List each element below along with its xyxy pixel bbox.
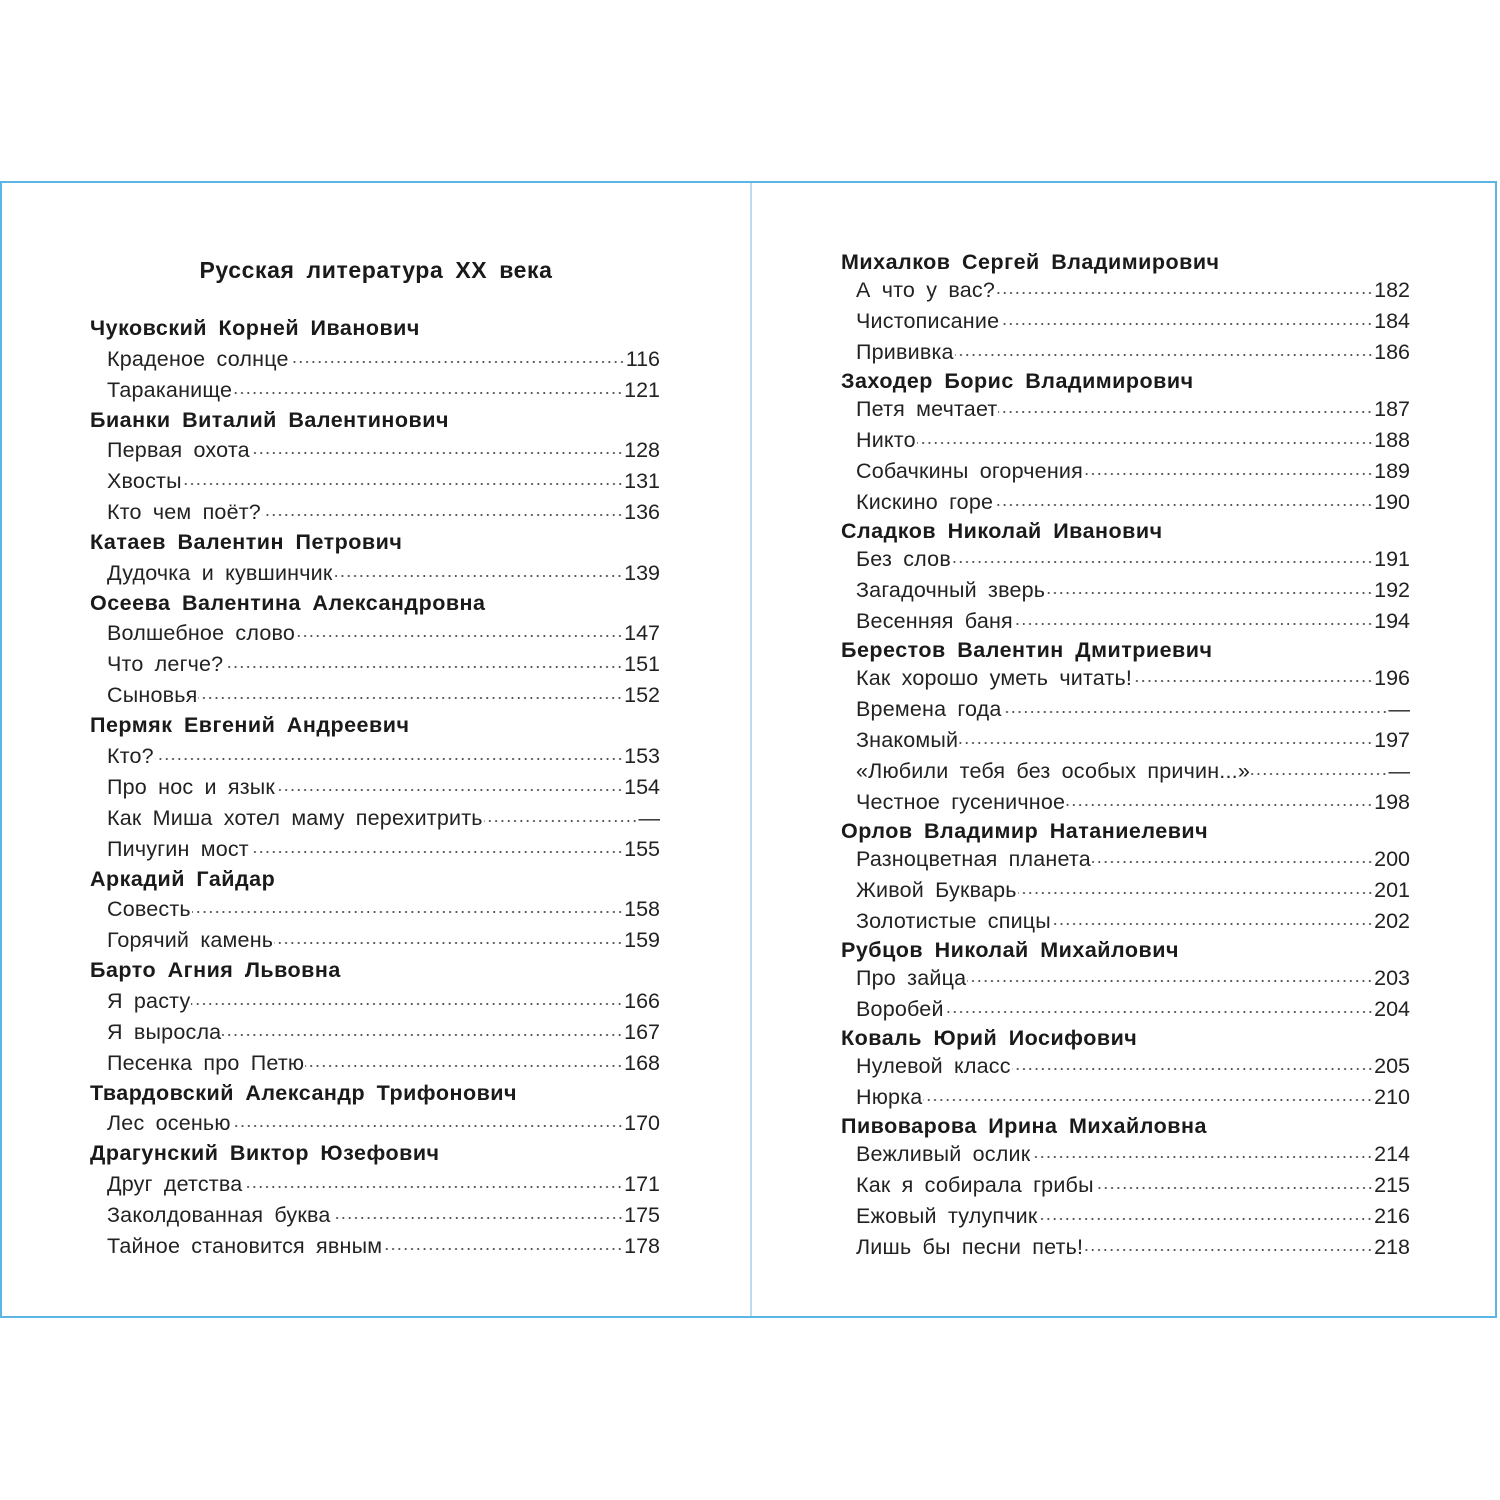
- page-number: 214: [1374, 1142, 1410, 1166]
- dot-leader: [333, 572, 623, 580]
- toc-entry[interactable]: [90, 803, 660, 834]
- page-number: 121: [624, 377, 660, 402]
- work-title: Про зайца: [856, 966, 967, 990]
- page-number: 170: [624, 1111, 660, 1135]
- toc-entry[interactable]: [841, 963, 1410, 994]
- page-number: 147: [624, 621, 660, 645]
- author-heading: Орлов Владимир Натаниелевич: [841, 818, 1209, 843]
- dot-leader: [917, 439, 1373, 447]
- work-title: Первая охота: [107, 438, 250, 462]
- dot-leader: [967, 977, 1373, 985]
- work-title: Как я собирала грибы: [856, 1173, 1094, 1197]
- author-heading: Осеева Валентина Александровна: [90, 590, 486, 615]
- work-title: Разноцветная планета: [856, 847, 1091, 871]
- toc-entry[interactable]: [841, 994, 1410, 1025]
- page-number: 171: [624, 1171, 660, 1196]
- page-number: 152: [624, 683, 660, 707]
- work-title: Воробей: [856, 997, 944, 1021]
- work-title: Честное гусеничное: [856, 790, 1066, 814]
- dot-leader: [224, 663, 623, 671]
- page-number: 215: [1374, 1173, 1410, 1197]
- author-heading: Сладков Николай Иванович: [841, 518, 1163, 543]
- page-number: —: [638, 805, 660, 830]
- toc-entry[interactable]: [841, 544, 1410, 575]
- work-title: Тараканище: [107, 377, 233, 402]
- dot-leader: [290, 358, 625, 366]
- dot-leader: [1014, 620, 1373, 628]
- toc-entry[interactable]: [90, 375, 660, 406]
- work-title: Как Миша хотел маму перехитрить: [107, 805, 483, 830]
- work-title: Краденое солнце: [107, 346, 289, 371]
- toc-entry[interactable]: [90, 986, 660, 1017]
- toc-entry[interactable]: [841, 575, 1410, 606]
- work-title: Лишь бы песни петь!: [856, 1235, 1084, 1259]
- work-title: Совесть: [107, 897, 191, 921]
- page-number: 131: [624, 469, 660, 493]
- dot-leader: [305, 1062, 623, 1070]
- dot-leader: [222, 1031, 623, 1039]
- dot-leader: [1003, 708, 1388, 716]
- toc-entry[interactable]: [90, 834, 660, 865]
- work-title: Весенняя баня: [856, 609, 1013, 633]
- toc-entry[interactable]: [841, 337, 1410, 368]
- toc-entry[interactable]: [90, 680, 660, 711]
- author-heading: Аркадий Гайдар: [90, 866, 276, 891]
- dot-leader: [262, 511, 623, 519]
- page-number: 155: [624, 836, 660, 861]
- page-number: 204: [1374, 997, 1410, 1021]
- page-number: 216: [1374, 1204, 1410, 1228]
- page-number: 151: [624, 652, 660, 676]
- work-title: Волшебное слово: [107, 621, 296, 645]
- toc-entry[interactable]: [841, 275, 1410, 306]
- page-number: 191: [1374, 547, 1410, 571]
- dot-leader: [192, 908, 623, 916]
- toc-entry[interactable]: [90, 741, 660, 772]
- toc-entry[interactable]: [841, 756, 1410, 787]
- author-heading: Берестов Валентин Дмитриевич: [841, 637, 1213, 662]
- author-heading: Чуковский Корней Иванович: [90, 316, 420, 341]
- work-title: Заколдованная буква: [107, 1202, 331, 1227]
- toc-entry[interactable]: [90, 925, 660, 956]
- page-number: 188: [1374, 428, 1410, 452]
- toc-entry[interactable]: [90, 497, 660, 528]
- toc-entry[interactable]: [90, 1200, 660, 1231]
- page-number: 175: [624, 1202, 660, 1227]
- work-title: Собачкины огорчения: [856, 459, 1083, 483]
- author-heading: Заходер Борис Владимирович: [841, 368, 1194, 393]
- page-number: 139: [624, 560, 660, 585]
- page-number: —: [1388, 697, 1410, 721]
- work-title: Кискино горе: [856, 490, 994, 514]
- toc-entry[interactable]: [90, 1108, 660, 1139]
- page-number: 198: [1374, 790, 1410, 814]
- dot-leader: [296, 632, 623, 640]
- dot-leader: [233, 389, 623, 397]
- toc-entry[interactable]: [841, 425, 1410, 456]
- dot-leader: [332, 1214, 624, 1222]
- dot-leader: [155, 755, 623, 763]
- page-number: 205: [1374, 1054, 1410, 1078]
- toc-entry[interactable]: [841, 487, 1410, 518]
- work-title: Друг детства: [107, 1171, 243, 1196]
- author-heading: Катаев Валентин Петрович: [90, 530, 403, 555]
- author-heading: Рубцов Николай Михайлович: [841, 937, 1179, 962]
- page-number: 136: [624, 500, 660, 524]
- toc-entry[interactable]: [841, 306, 1410, 337]
- work-title: Вежливый ослик: [856, 1142, 1031, 1166]
- page-number: 201: [1374, 878, 1410, 902]
- work-title: Про нос и язык: [107, 774, 276, 799]
- work-title: «Любили тебя без особых причин...»: [856, 759, 1250, 783]
- dot-leader: [1031, 1153, 1373, 1161]
- dot-leader: [998, 408, 1373, 416]
- work-title: Я расту: [107, 988, 191, 1013]
- work-title: Загадочный зверь: [856, 578, 1046, 602]
- page-number: 189: [1374, 459, 1410, 483]
- author-heading: Михалков Сергей Владимирович: [841, 249, 1220, 274]
- page-number: 194: [1374, 609, 1410, 633]
- page-number: 154: [624, 774, 660, 799]
- work-title: Кто чем поёт?: [107, 500, 261, 524]
- toc-entry[interactable]: [90, 772, 660, 803]
- page-number: 186: [1374, 340, 1410, 364]
- dot-leader: [959, 739, 1373, 747]
- dot-leader: [1095, 1184, 1373, 1192]
- page-number: 166: [624, 988, 660, 1013]
- toc-list-right: [841, 249, 1410, 1263]
- page-number: 128: [624, 438, 660, 462]
- page-number: —: [1388, 759, 1410, 783]
- work-title: Живой Букварь: [856, 878, 1017, 902]
- page-number: 200: [1374, 847, 1410, 871]
- toc-entry[interactable]: [90, 1169, 660, 1200]
- dot-leader: [1046, 589, 1373, 597]
- toc-entry[interactable]: [841, 875, 1410, 906]
- toc-entry[interactable]: [841, 1051, 1410, 1082]
- toc-entry[interactable]: [841, 725, 1410, 756]
- work-title: Я выросла: [107, 1019, 222, 1044]
- work-title: Горячий камень: [107, 928, 274, 952]
- author-heading: Пермяк Евгений Андреевич: [90, 713, 410, 738]
- dot-leader: [1251, 770, 1388, 778]
- toc-entry[interactable]: [841, 787, 1410, 818]
- dot-leader: [276, 786, 623, 794]
- dot-leader: [923, 1096, 1373, 1104]
- dot-leader: [191, 1000, 623, 1008]
- dot-leader: [1000, 320, 1373, 328]
- page-number: 159: [624, 928, 660, 952]
- toc-entry[interactable]: [841, 663, 1410, 694]
- page-number: 168: [624, 1050, 660, 1075]
- dot-leader: [1018, 889, 1373, 897]
- page-number: 197: [1374, 728, 1410, 752]
- toc-entry[interactable]: [841, 906, 1410, 937]
- toc-entry[interactable]: [90, 1231, 660, 1262]
- page-number: 158: [624, 897, 660, 921]
- dot-leader: [1038, 1215, 1373, 1223]
- toc-entry[interactable]: [841, 844, 1410, 875]
- work-title: Чистописание: [856, 309, 1000, 333]
- dot-leader: [250, 848, 623, 856]
- toc-entry[interactable]: [90, 618, 660, 649]
- page-number: 167: [624, 1019, 660, 1044]
- author-heading: Коваль Юрий Иосифович: [841, 1025, 1138, 1050]
- work-title: Нулевой класс: [856, 1054, 1011, 1078]
- work-title: Сыновья: [107, 683, 198, 707]
- author-heading: Драгунский Виктор Юзефович: [90, 1141, 440, 1166]
- work-title: Лес осенью: [107, 1111, 231, 1135]
- work-title: Нюрка: [856, 1085, 923, 1109]
- dot-leader: [1012, 1065, 1373, 1073]
- toc-entry[interactable]: [841, 606, 1410, 637]
- toc-entry[interactable]: [841, 456, 1410, 487]
- toc-entry[interactable]: [90, 1048, 660, 1079]
- toc-entry[interactable]: [841, 694, 1410, 725]
- dot-leader: [945, 1008, 1373, 1016]
- work-title: Петя мечтает: [856, 397, 998, 421]
- toc-entry[interactable]: [90, 894, 660, 925]
- dot-leader: [1084, 470, 1373, 478]
- work-title: Тайное становится явным: [107, 1233, 383, 1258]
- toc-entry[interactable]: [841, 1139, 1410, 1170]
- toc-entry[interactable]: [90, 466, 660, 497]
- dot-leader: [1084, 1246, 1373, 1254]
- work-title: Знакомый: [856, 728, 959, 752]
- toc-entry[interactable]: [841, 1082, 1410, 1113]
- work-title: Как хорошо уметь читать!: [856, 666, 1133, 690]
- page-number: 218: [1374, 1235, 1410, 1259]
- work-title: Хвосты: [107, 469, 182, 493]
- page-number: 210: [1374, 1085, 1410, 1109]
- dot-leader: [1066, 801, 1373, 809]
- dot-leader: [243, 1183, 623, 1191]
- page-number: 202: [1374, 909, 1410, 933]
- work-title: Песенка про Петю: [107, 1050, 305, 1075]
- author-heading: Пивоварова Ирина Михайловна: [841, 1113, 1207, 1138]
- toc-entry[interactable]: [841, 1232, 1410, 1263]
- dot-leader: [1092, 858, 1373, 866]
- dot-leader: [274, 939, 623, 947]
- dot-leader: [952, 558, 1373, 566]
- work-title: Без слов: [856, 547, 951, 571]
- dot-leader: [996, 289, 1373, 297]
- work-title: Пичугин мост: [107, 836, 249, 861]
- toc-entry[interactable]: [90, 435, 660, 466]
- work-title: Дудочка и кувшинчик: [107, 560, 333, 585]
- page-number: 153: [624, 743, 660, 768]
- page-number: 203: [1374, 966, 1410, 990]
- dot-leader: [1052, 920, 1373, 928]
- work-title: Что легче?: [107, 652, 224, 676]
- work-title: Времена года: [856, 697, 1002, 721]
- toc-entry[interactable]: [841, 1201, 1410, 1232]
- work-title: Ежовый тулупчик: [856, 1204, 1038, 1228]
- page-number: 116: [625, 346, 660, 371]
- author-heading: Бианки Виталий Валентинович: [90, 407, 449, 432]
- page-number: 190: [1374, 490, 1410, 514]
- toc-entry[interactable]: [841, 394, 1410, 425]
- dot-leader: [232, 1122, 623, 1130]
- work-title: Кто?: [107, 743, 154, 768]
- dot-leader: [994, 501, 1373, 509]
- author-heading: Твардовский Александр Трифонович: [90, 1080, 518, 1105]
- dot-leader: [484, 817, 638, 825]
- dot-leader: [251, 449, 623, 457]
- toc-entry[interactable]: [90, 558, 660, 589]
- page-number: 192: [1374, 578, 1410, 602]
- dot-leader: [1133, 677, 1373, 685]
- author-heading: Барто Агния Львовна: [90, 958, 341, 983]
- work-title: Никто: [856, 428, 916, 452]
- page-gutter-divider: [750, 183, 752, 1316]
- work-title: Золотистые спицы: [856, 909, 1051, 933]
- page-number: 178: [624, 1233, 660, 1258]
- dot-leader: [955, 351, 1373, 359]
- toc-entry[interactable]: [841, 1170, 1410, 1201]
- page-number: 182: [1374, 278, 1410, 302]
- section-title: Русская литература XX века: [199, 257, 553, 283]
- book-spread: [0, 181, 1497, 1318]
- dot-leader: [183, 480, 623, 488]
- toc-entry[interactable]: [90, 649, 660, 680]
- toc-entry[interactable]: [90, 1017, 660, 1048]
- dot-leader: [383, 1245, 623, 1253]
- page-number: 196: [1374, 666, 1410, 690]
- work-title: Прививка: [856, 340, 954, 364]
- page-number: 184: [1374, 309, 1410, 333]
- work-title: А что у вас?: [856, 278, 996, 302]
- toc-entry[interactable]: [90, 344, 660, 375]
- page-number: 187: [1374, 397, 1410, 421]
- toc-list-left: [90, 314, 660, 1262]
- dot-leader: [198, 694, 623, 702]
